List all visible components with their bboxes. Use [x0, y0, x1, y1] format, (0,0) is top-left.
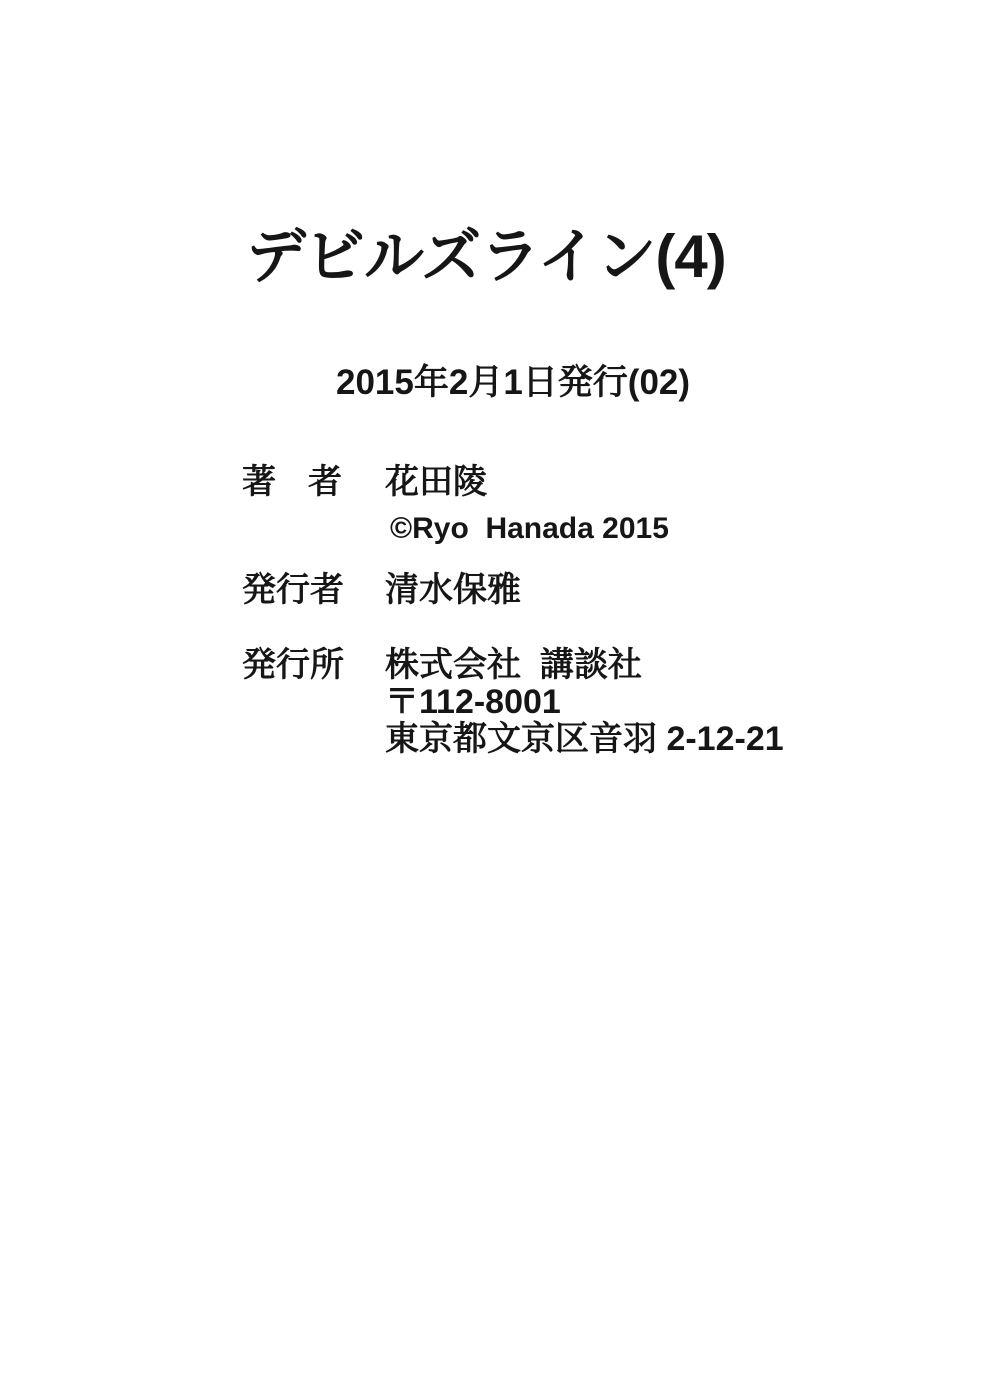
author-name: 花田陵 — [385, 463, 487, 501]
publisher-name: 清水保雅 — [385, 571, 521, 609]
author-label: 著 者 — [242, 463, 342, 501]
edition-date-line: 2015年2月1日発行(02) — [336, 363, 691, 402]
author-row — [242, 464, 487, 501]
copyright-notice: ©Ryo Hanada 2015 — [390, 512, 669, 545]
book-title: デビルズライン(4) — [246, 223, 726, 290]
publishing-office-row — [242, 647, 784, 758]
publishing-office-address: 東京都文京区音羽 2-12-21 — [385, 720, 784, 758]
publishing-office-company: 株式会社 講談社 — [385, 646, 642, 684]
publisher-label: 発行者 — [242, 571, 344, 609]
publishing-office-postal-code: 〒112-8001 — [385, 683, 561, 721]
publishing-office-details — [385, 647, 784, 758]
publishing-office-label: 発行所 — [242, 646, 344, 684]
publisher-row — [242, 572, 521, 609]
